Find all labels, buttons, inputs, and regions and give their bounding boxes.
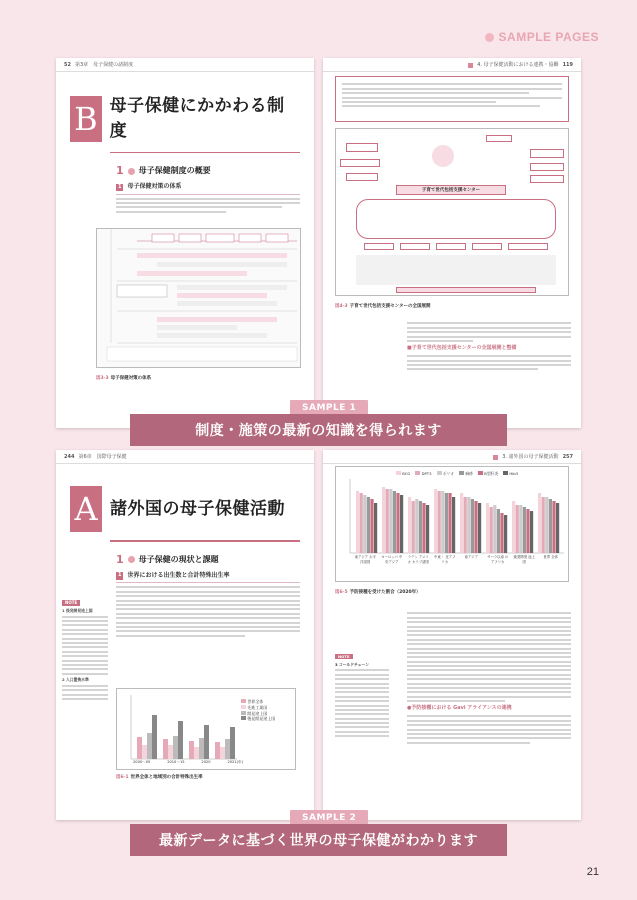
chart-bar — [419, 501, 422, 553]
chart-bar — [360, 493, 363, 553]
chart-bar — [386, 489, 389, 553]
chart-bar — [504, 515, 507, 553]
chart-bar — [396, 493, 399, 553]
chart-bar — [512, 501, 515, 553]
center-box: 子育て世代包括支援センター — [396, 185, 506, 195]
square-marker-icon — [493, 455, 498, 460]
chart-legend: 世界全体 先進工業国 開発途上国 後発開発途上国 — [241, 699, 275, 722]
sample-spread-2 — [56, 450, 581, 820]
body-text-block — [407, 320, 571, 373]
chapter-rule — [110, 152, 300, 154]
chart-x-labels: 2000〜05 2010〜15 2020 2021(年) — [133, 760, 243, 764]
chart-bar — [452, 497, 455, 553]
page-number: 52 — [64, 62, 71, 68]
subsection-title: 母子保健対策の体系 — [127, 182, 182, 190]
sample1-left-page — [56, 58, 314, 428]
chart-bar — [412, 501, 415, 553]
diagram-node — [346, 173, 378, 181]
note-item: 1 後発開発途上国 — [62, 607, 93, 613]
chapter-rule — [110, 540, 300, 542]
chapter-title: 母子保健にかかわる制度 — [109, 96, 285, 141]
chart-bar — [448, 493, 451, 553]
subsection-number: 1 — [118, 572, 122, 579]
immunization-chart — [335, 466, 569, 582]
figure-caption: 図6-5 予防接種を受けた割合（2020年） — [335, 590, 421, 595]
header-sample-pages: SAMPLE PAGES — [485, 30, 599, 44]
diagram-node — [508, 243, 548, 250]
subsection-number: 1 — [118, 183, 122, 190]
chart-bar — [500, 513, 503, 553]
diagram-node — [530, 175, 564, 183]
chart-bar — [445, 493, 448, 553]
section-number: 1 — [116, 164, 124, 178]
chart-bar — [393, 491, 396, 553]
figure-caption: 図3-3 母子保健対策の体系 — [96, 376, 152, 381]
chart-bar — [549, 499, 552, 553]
chart-bar — [545, 497, 548, 553]
chart-bar — [363, 495, 366, 553]
body-text-block — [116, 586, 300, 636]
chart-bar — [523, 507, 526, 553]
sample2-label: SAMPLE 2 — [290, 810, 368, 826]
chart-bar — [382, 487, 385, 553]
chart-bar — [538, 493, 541, 553]
diagram-lines — [97, 229, 302, 369]
diagram-node — [530, 163, 564, 171]
chart-bar — [422, 503, 425, 553]
sample-spread-1 — [56, 58, 581, 428]
immunization-chart-svg — [336, 467, 570, 583]
chart-legend: BCG DPT3 ポリオ 麻疹 B型肝炎 Hib3 — [396, 471, 518, 477]
chart-bar — [467, 497, 470, 553]
chart-bar — [415, 499, 418, 553]
body-text-block — [407, 610, 571, 746]
chart-bar — [471, 499, 474, 553]
chart-bar — [389, 489, 392, 553]
diagram-node — [400, 243, 430, 250]
chart-bar — [441, 491, 444, 553]
chart-bar — [434, 489, 437, 553]
body-text-block — [116, 198, 300, 213]
chart-bar — [367, 497, 370, 553]
chart-bar — [464, 497, 467, 553]
chart-bar — [374, 503, 377, 553]
square-marker-icon — [468, 63, 473, 68]
chart-bar — [526, 509, 529, 553]
running-head: 3. 諸外国の母子保健活動 — [502, 454, 559, 460]
chart-bar — [460, 493, 463, 553]
note-box — [335, 76, 569, 122]
figure-caption: 図4-3 子育て世代包括支援センターの全国展開 — [335, 304, 431, 309]
chart-bar — [370, 499, 373, 553]
diagram-node — [364, 243, 394, 250]
chart-bar — [516, 505, 519, 553]
chart-bar — [542, 497, 545, 553]
sample2-right-page — [323, 450, 581, 820]
section-dot-icon — [128, 556, 135, 563]
section-dot-icon — [128, 168, 135, 175]
chart-bar — [493, 505, 496, 553]
sample1-banner: 制度・施策の最新の知識を得られます — [130, 414, 507, 446]
page-number: 119 — [562, 62, 573, 68]
chart-bar — [438, 491, 441, 553]
fertility-chart — [116, 688, 296, 770]
section-title: 母子保健の現状と課題 — [138, 554, 219, 564]
note-item: 3 コールドチェーン — [335, 661, 370, 667]
chart-bar — [519, 505, 522, 553]
chart-bars — [356, 487, 559, 553]
chart-bar — [478, 503, 481, 553]
mother-child-illustration — [432, 145, 454, 167]
bullet-icon — [485, 33, 494, 42]
sample2-banner: 最新データに基づく世界の母子保健がわかります — [130, 824, 507, 856]
chart-x-labels: 東アジア 太平洋諸国 ヨーロッパ 中央アジア ラテン アメリカ カリブ諸国 中東・ 北アフリカ 南アジア サハラ以南 のアフリカ 後発開発 途上国 世界 全体 — [354, 555, 559, 564]
chart-bars — [137, 715, 235, 759]
sample2-left-page — [56, 450, 314, 820]
chart-bar — [486, 503, 489, 553]
chart-bar — [426, 505, 429, 553]
system-diagram — [96, 228, 301, 368]
subsection-title: ■子育て世代包括支援センターの全国展開と整備 — [407, 344, 517, 351]
service-table — [356, 255, 556, 285]
diagram-node — [472, 243, 502, 250]
note-sidebar: NOTE 3 コールドチェーン — [335, 654, 389, 740]
chart-bar — [408, 497, 411, 553]
page-folio: 21 — [586, 866, 599, 878]
diagram-node — [340, 159, 380, 167]
chart-bar — [356, 491, 359, 553]
note-sidebar: NOTE 1 後発開発途上国 2 人口置換水準 — [62, 600, 108, 703]
diagram-node — [436, 243, 466, 250]
figure-caption: 図6-1 世界全体と地域別の合計特殊出生率 — [116, 775, 203, 780]
running-head: 第3章 母子保健の諸制度 — [74, 62, 134, 68]
subsection-title: ●予防接種における Gavi アライアンスの連携 — [407, 705, 512, 712]
section-title: 母子保健制度の概要 — [138, 166, 211, 176]
chart-bar — [530, 511, 533, 553]
chapter-letter: B — [70, 96, 102, 142]
section-number: 1 — [116, 552, 124, 566]
diagram-node — [346, 143, 378, 152]
sample1-right-page — [323, 58, 581, 428]
informal-services-bar — [396, 287, 536, 293]
diagram-node — [530, 149, 564, 158]
chart-bar — [556, 503, 559, 553]
chapter-letter: A — [70, 486, 102, 532]
page-number: 257 — [562, 454, 573, 460]
running-head: 4. 母子保健活動における連携・協働 — [477, 62, 559, 68]
note-item: 2 人口置換水準 — [62, 677, 89, 683]
chart-bar — [490, 507, 493, 553]
subsection-title: 世界における出生数と合計特殊出生率 — [127, 571, 230, 579]
chart-bar — [497, 509, 500, 553]
diagram-node — [486, 135, 512, 142]
support-center-diagram — [335, 128, 569, 296]
center-functions — [356, 199, 556, 239]
chart-bar — [474, 501, 477, 553]
chart-bar — [400, 495, 403, 553]
chart-bar — [552, 501, 555, 553]
running-head: 第6章 国際母子保健 — [78, 454, 127, 460]
chapter-title: 諸外国の母子保健活動 — [110, 498, 285, 519]
page-number: 244 — [64, 454, 75, 460]
sample1-label: SAMPLE 1 — [290, 400, 368, 416]
